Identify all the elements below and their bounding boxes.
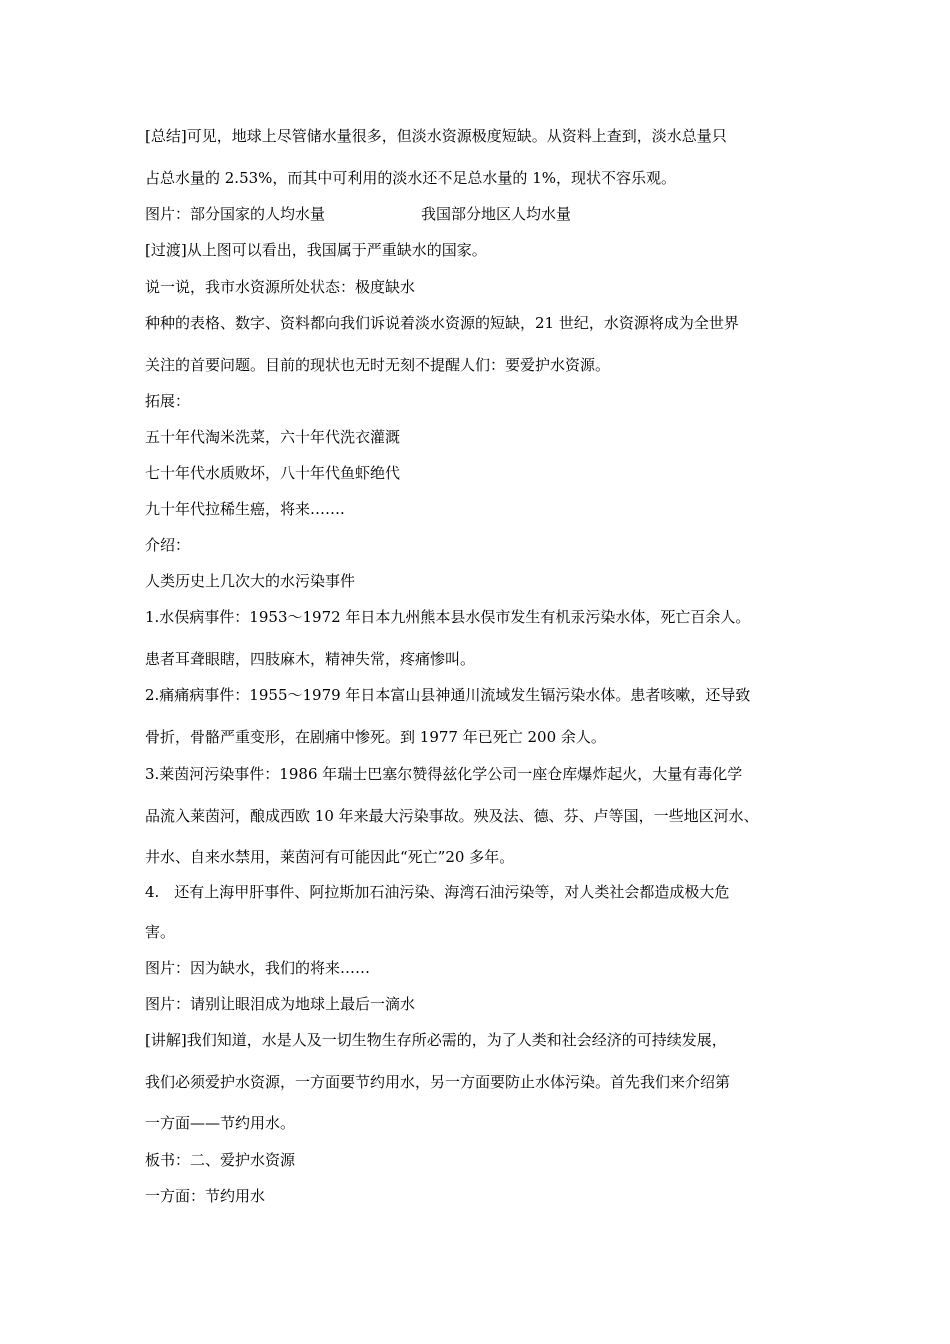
paragraph-line: 2.痛痛病事件：1955～1979 年日本富山县神通川流域发生镉污染水体。患者咳嗽，还导致 — [145, 686, 751, 704]
paragraph-line: 害。 — [145, 923, 176, 941]
paragraph-line: 五十年代淘米洗菜，六十年代洗衣灌溉 — [145, 428, 401, 446]
paragraph-line: [过渡]从上图可以看出，我国属于严重缺水的国家。 — [145, 241, 487, 259]
paragraph-line: 图片：因为缺水，我们的将来…… — [145, 959, 371, 977]
paragraph-line: 我们必须爱护水资源，一方面要节约用水，另一方面要防止水体污染。首先我们来介绍第 — [145, 1073, 731, 1091]
paragraph-line: 占总水量的 2.53%，而其中可利用的淡水还不足总水量的 1%，现状不容乐观。 — [145, 169, 676, 187]
paragraph-line: 说一说，我市水资源所处状态：极度缺水 — [145, 278, 416, 296]
paragraph-line: 患者耳聋眼瞎，四肢麻木，精神失常，疼痛惨叫。 — [145, 650, 476, 668]
paragraph-line: 介绍： — [145, 536, 191, 554]
paragraph-line: 井水、自来水禁用，莱茵河有可能因此“死亡”20 多年。 — [145, 848, 515, 866]
paragraph-line: [总结]可见，地球上尽管储水量很多，但淡水资源极度短缺。从资料上查到，淡水总量只 — [145, 127, 727, 145]
paragraph-line: [讲解]我们知道，水是人及一切生物生存所必需的，为了人类和社会经济的可持续发展， — [145, 1031, 727, 1049]
paragraph-line: 板书：二、爱护水资源 — [145, 1151, 296, 1169]
paragraph-line: 一方面——节约用水。 — [145, 1114, 296, 1132]
paragraph-line: 七十年代水质败坏，八十年代鱼虾绝代 — [145, 464, 401, 482]
paragraph-line: 种种的表格、数字、资料都向我们诉说着淡水资源的短缺，21 世纪，水资源将成为全世界 — [145, 314, 739, 332]
paragraph-line: 关注的首要问题。目前的现状也无时无刻不提醒人们：要爱护水资源。 — [145, 356, 611, 374]
picture-caption-left: 图片：部分国家的人均水量 — [145, 205, 326, 223]
paragraph-line: 品流入莱茵河，酿成西欧 10 年来最大污染事故。殃及法、德、芬、卢等国，一些地区河水、 — [145, 807, 759, 825]
paragraph-line: 骨折，骨骼严重变形，在剧痛中惨死。到 1977 年已死亡 200 余人。 — [145, 728, 606, 746]
picture-caption-line — [145, 204, 571, 224]
paragraph-line: 图片：请别让眼泪成为地球上最后一滴水 — [145, 995, 416, 1013]
paragraph-line: 人类历史上几次大的水污染事件 — [145, 572, 356, 590]
paragraph-line: 九十年代拉稀生癌，将来……. — [145, 500, 345, 518]
picture-caption-right: 我国部分地区人均水量 — [421, 205, 572, 223]
paragraph-line: 拓展： — [145, 392, 191, 410]
paragraph-line: 1.水俣病事件：1953～1972 年日本九州熊本县水俣市发生有机汞污染水体，死亡百余人。 — [145, 608, 751, 626]
paragraph-line: 一方面：节约用水 — [145, 1187, 266, 1205]
paragraph-line: 4. 还有上海甲肝事件、阿拉斯加石油污染、海湾石油污染等，对人类社会都造成极大危 — [145, 883, 730, 901]
paragraph-line: 3.莱茵河污染事件：1986 年瑞士巴塞尔赞得兹化学公司一座仓库爆炸起火，大量有毒化学 — [145, 765, 743, 783]
